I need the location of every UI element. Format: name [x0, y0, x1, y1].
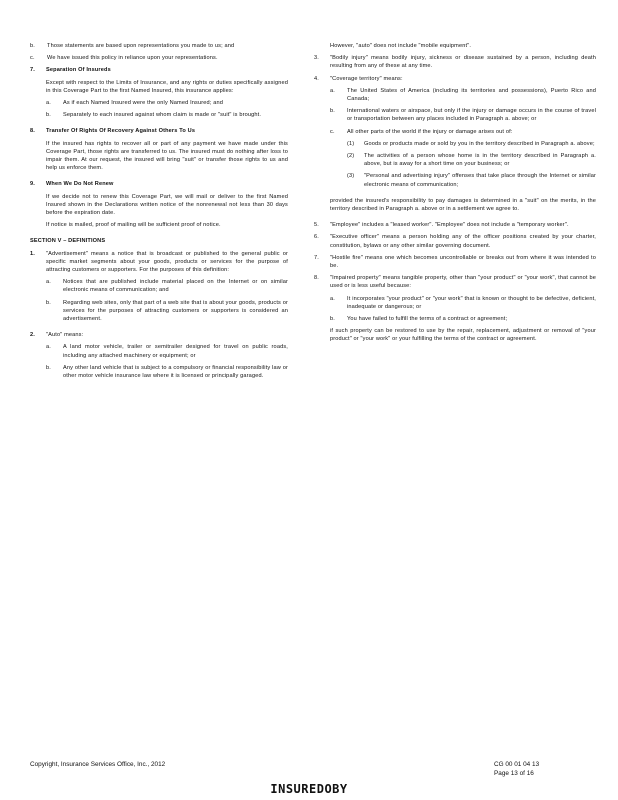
definition-8: 8. "Impaired property" means tangible property, other than "your product" or "your work", that cannot be used or is less useful because: a. It incorporates "your product" or "your work" that is known or thought to be defective, deficient, inadequate or dangerous; or b. You have failed to fulfill the terms of a contract or agreement; if such property can be restored to use by the repair, replacement, adjustment or removal of "your product" or "your work" or your fulfilling the terms of the contract or agreement.	[314, 275, 596, 343]
condition-8: 8. Transfer Of Rights Of Recovery Against Others To Us If the insured has rights to recover all or part of any payment we have made under this Coverage Part, those rights are transferred to us. The insured must do nothing after loss to impair them. At our request, the insured will bring "suit" or transfer those rights to us and help us enforce them.	[30, 128, 288, 172]
definition-2-item-a: a. A land motor vehicle, trailer or semitrailer designed for travel on public roads, including any attached machinery or equipment; or	[46, 344, 288, 359]
definition-6: 6. "Executive officer" means a person holding any of the officer positions created by your charter, constitution, bylaws or any other similar governing document.	[314, 234, 596, 249]
definition-4-tail: provided the insured's responsibility to pay damages is determined in a "suit" on the merits, in the territory described in Paragraph a. above or in a settlement we agree to.	[330, 197, 596, 213]
left-column	[30, 42, 288, 388]
auto-continuation: However, "auto" does not include "mobile equipment".	[330, 43, 472, 49]
condition-7-item-b: b. Separately to each insured against whom claim is made or "suit" is brought.	[46, 112, 262, 119]
form-number: CG 00 01 04 13	[494, 761, 540, 768]
definition-1: 1. "Advertisement" means a notice that is broadcast or published to the general public or specific market segments about your goods, products or services for the purpose of attracting customers or supporters. For the purposes of this definition: a. Notices that are published include material placed on the Internet or on similar electronic means of communication; and b. Regarding web sites, only that part of a web site that is about your goods, products or services for the purposes of attracting customers or supporters is considered an advertisement.	[30, 250, 288, 323]
condition-9: 9. When We Do Not Renew If we decide not to renew this Coverage Part, we will mail or deliver to the first Named Insured shown in the Declarations written notice of the nonrenewal not less than 30 days before the expiration date. If notice is mailed, proof of mailing will be sufficient proof of notice.	[30, 181, 288, 229]
definition-4-c-2: (2) The activities of a person whose home is in the territory described in Paragraph a. above, but is away for a short time on your business; or	[347, 153, 596, 168]
footer-copyright: Copyright, Insurance Services Office, Inc., 2012	[30, 761, 166, 768]
definition-8-tail: if such property can be restored to use by the repair, replacement, adjustment or removal of "your product" or "your work" or your fulfilling the terms of the contract or agreement.	[330, 328, 596, 343]
definition-4-item-c: c. All other parts of the world if the injury or damage arises out of: (1) Goods or products made or sold by you in the territory described in Paragraph a. above; (2) The activities of a person whose home is in the territory described in Paragraph a. above, but is away for a short time on your business; or (3) "Personal and advertising injury" offenses that take place through the Internet or similar electronic means of communication;	[330, 128, 596, 188]
definition-4-c-1: (1) Goods or products made or sold by you in the territory described in Paragraph a. above;	[347, 140, 595, 147]
right-column	[314, 42, 596, 352]
definition-4-item-b: b. International waters or airspace, but only if the injury or damage occurs in the course of travel or transportation between any places included in Paragraph a. above; or	[330, 108, 596, 123]
section-heading: SECTION V – DEFINITIONS	[30, 238, 106, 245]
definition-1-item-b: b. Regarding web sites, only that part of a web site that is about your goods, products or services for the purposes of attracting customers or supporters is considered an advertisement.	[46, 299, 288, 323]
condition-7-heading: Separation Of Insureds	[46, 67, 111, 74]
definition-8-item-a: a. It incorporates "your product" or "your work" that is known or thought to be defective, deficient, inadequate or dangerous; or	[330, 295, 596, 310]
condition-7-item-a: a. As if each Named Insured were the only Named Insured; and	[46, 100, 223, 107]
condition-6-item-b: b. Those statements are based upon representations you made to us; and	[30, 43, 235, 49]
condition-9-heading: When We Do Not Renew	[46, 181, 114, 188]
definition-2-item-b: b. Any other land vehicle that is subject to a compulsory or financial responsibility law or other motor vehicle insurance law where it is licensed or principally garaged.	[46, 364, 288, 380]
definition-4-c-3: (3) "Personal and advertising injury" offenses that take place through the Internet or similar electronic means of communication;	[347, 173, 596, 188]
condition-8-heading: Transfer Of Rights Of Recovery Against Others To Us	[46, 128, 196, 135]
page-number: Page 13 of 16	[494, 770, 534, 777]
definition-2: 2. "Auto" means: a. A land motor vehicle, trailer or semitrailer designed for travel on public roads, including any attached machinery or equipment; or b. Any other land vehicle that is subject to a compulsory or financial responsibility law or other motor vehicle insurance law where it is licensed or principally garaged.	[30, 332, 288, 380]
definition-4-item-a: a. The United States of America (including its territories and possessions), Puerto Rico and Canada;	[330, 87, 596, 103]
definition-5: 5. "Employee" includes a "leased worker". "Employee" does not include a "temporary worker".	[314, 222, 569, 229]
definition-7: 7. "Hostile fire" means one which becomes uncontrollable or breaks out from where it was intended to be.	[314, 254, 596, 270]
watermark: INSUREDOBY	[270, 782, 348, 796]
definition-4: 4. "Coverage territory" means: a. The United States of America (including its territories and possessions), Puerto Rico and Canada; b. International waters or airspace, but only if the injury or damage occurs in the course of travel or transportation between any places included in Paragraph a. above; or c. All other parts of the world if the injury or damage arises out of: (1) Goods or products made or sold by you in the territory described in Paragraph a. above; (2) The activities of a person whose home is in the territory described in Paragraph a. above, but is away for a short time on your business; or (3) "Personal and advertising injury" offenses that take place through the Internet or similar electronic means of communication; provided the insured's responsibility to pay damages is determined in a "suit" on the merits, in the territory described in Paragraph a. above or in a settlement we agree to.	[314, 75, 596, 213]
definition-8-item-b: b. You have failed to fulfill the terms of a contract or agreement;	[330, 316, 508, 323]
condition-7: 7. Separation Of Insureds Except with respect to the Limits of Insurance, and any rights or duties specifically assigned in this Coverage Part to the first Named Insured, this insurance applies: a. As if each Named Insured were the only Named Insured; and b. Separately to each insured against whom claim is made or "suit" is brought.	[30, 67, 288, 119]
definition-3: 3. "Bodily injury" means bodily injury, sickness or disease sustained by a person, including death resulting from any of these at any time.	[314, 55, 596, 70]
condition-6-item-c: c. We have issued this policy in reliance upon your representations.	[30, 55, 218, 62]
footer-form-info	[494, 760, 539, 778]
definition-1-item-a: a. Notices that are published include material placed on the Internet or on similar electronic means of communication; and	[46, 279, 288, 294]
